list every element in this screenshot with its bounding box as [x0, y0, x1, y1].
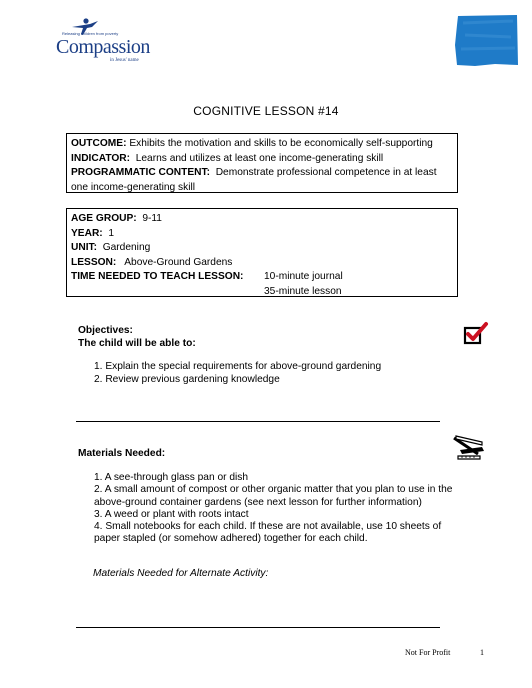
material-item: 2. A small amount of compost or other organic matter that you plan to use in the above-ground container gardens (see next lesson for further information): [94, 484, 453, 508]
logo-subtitle: in Jesus' name: [110, 58, 139, 63]
footer-text: Not For Profit: [405, 648, 451, 657]
year-row: [71, 227, 453, 242]
page-number: 1: [480, 648, 484, 657]
time-lesson: 35-minute lesson: [264, 285, 342, 297]
age-value: 9-11: [142, 213, 162, 224]
unit-value: Gardening: [102, 242, 151, 253]
objectives-heading-block: [78, 324, 196, 350]
objective-item: 1. Explain the special requirements for above-ground gardening: [94, 361, 382, 372]
programmatic-text: Demonstrate professional competence in at least one income-generating skill: [71, 167, 437, 193]
outcome-box: [66, 133, 458, 193]
lesson-row: [71, 256, 453, 271]
age-label: AGE GROUP:: [71, 213, 137, 224]
objectives-subheading: The child will be able to:: [78, 338, 196, 349]
time-label: TIME NEEDED TO TEACH LESSON:: [71, 271, 244, 282]
lesson-info-box: [66, 208, 458, 297]
pencil-ruler-icon: [452, 434, 486, 460]
outcome-text: Exhibits the motivation and skills to be economically self-supporting: [129, 138, 433, 149]
time-row: [71, 270, 453, 285]
logo-wordmark: Compassion: [56, 36, 150, 58]
year-label: YEAR:: [71, 227, 103, 239]
time-journal: 10-minute journal: [264, 271, 343, 282]
objectives-list: [94, 361, 381, 386]
year-value: 1: [108, 227, 115, 239]
checkbox-check-icon: [463, 320, 489, 346]
age-row: [71, 212, 453, 227]
programmatic-label: PROGRAMMATIC CONTENT:: [71, 167, 211, 178]
indicator-row: [71, 152, 453, 167]
alternate-materials-heading: Materials Needed for Alternate Activity:: [93, 568, 269, 579]
divider: [76, 421, 440, 422]
outcome-row: [71, 137, 453, 152]
programmatic-row: [71, 166, 453, 195]
material-item: 1. A see-through glass pan or dish: [94, 472, 249, 483]
lesson-title: COGNITIVE LESSON #14: [193, 104, 339, 118]
outcome-label: OUTCOME:: [71, 138, 127, 149]
compassion-logo: [50, 18, 170, 66]
materials-heading: Materials Needed:: [78, 448, 166, 459]
material-item: 4. Small notebooks for each child. If these are not available, use 10 sheets of paper stapled (or somehow adhered) together for each child.: [94, 521, 442, 545]
indicator-label: INDICATOR:: [71, 152, 131, 164]
objective-item: 2. Review previous gardening knowledge: [94, 373, 280, 385]
time-row-2: [71, 285, 453, 300]
objectives-heading: Objectives:: [78, 325, 133, 336]
divider: [76, 627, 440, 628]
logo-tagline: Releasing children from poverty: [62, 31, 119, 36]
indicator-text: Learns and utilizes at least one income-generating skill: [135, 152, 384, 164]
unit-label: UNIT:: [71, 242, 98, 253]
lesson-label: LESSON:: [71, 256, 117, 268]
blue-decoration: [455, 15, 519, 67]
materials-list: [94, 472, 454, 546]
unit-row: [71, 241, 453, 256]
material-item: 3. A weed or plant with roots intact: [94, 508, 249, 520]
lesson-value: Above-Ground Gardens: [124, 256, 233, 268]
